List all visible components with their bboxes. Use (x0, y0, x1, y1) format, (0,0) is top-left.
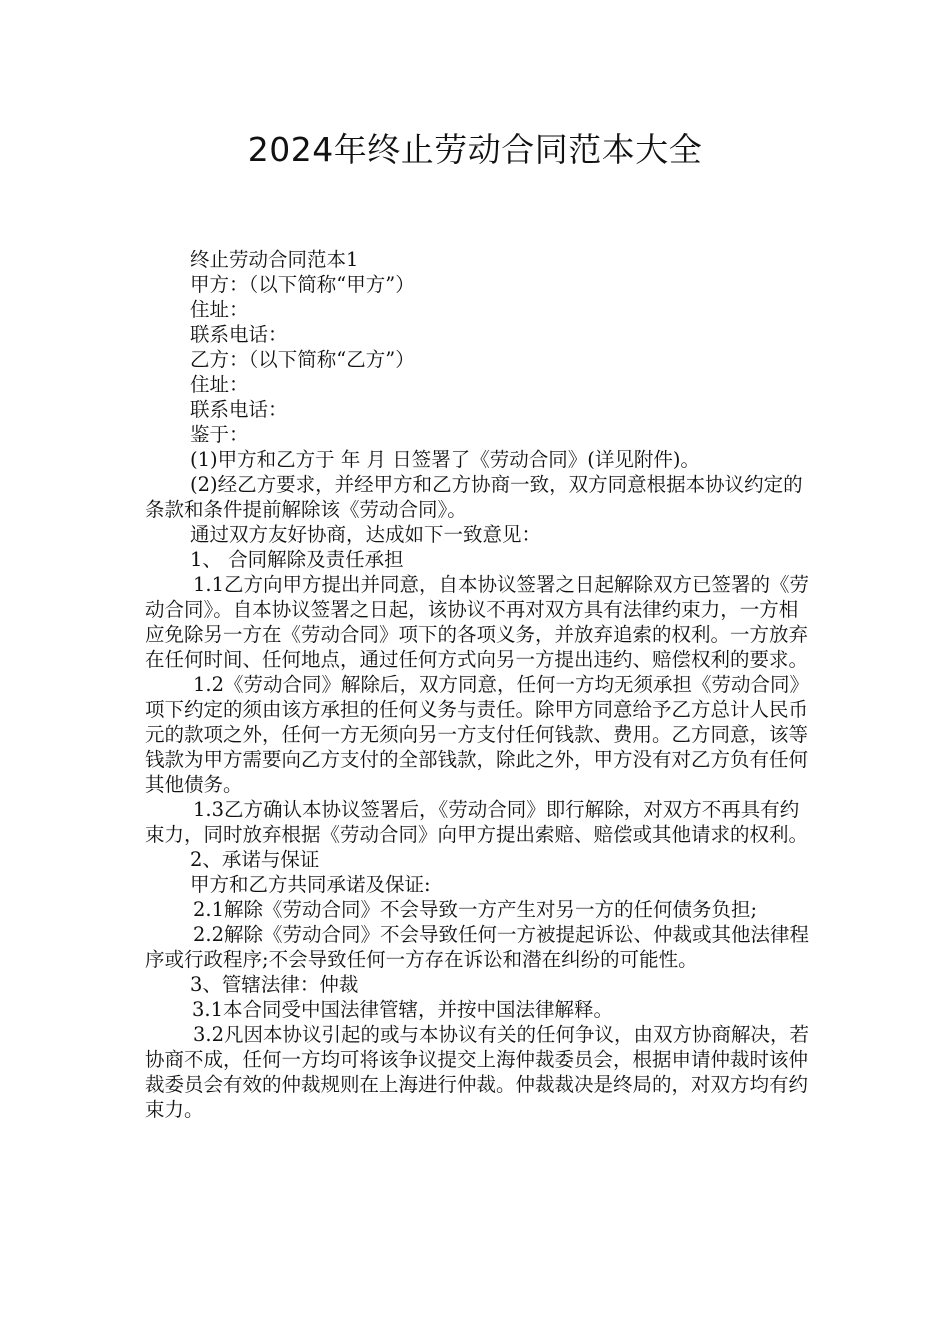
section-2-heading: 2、承诺与保证 (190, 848, 320, 871)
clause-1-1: 1.1乙方向甲方提出并同意，自本协议签署之日起解除双方已签署的《劳动合同》。自本协议签署之日起，该协议不再对双方具有法律约束力，一方相应免除另一方在《劳动合同》项下的各项义务，并放弃追索的权利。一方放弃在任何时间、任何地点，通过任何方式向另一方提出违约、赔偿权利的要求。 (145, 573, 810, 671)
party-b-line: 乙方：（以下简称“乙方”） (190, 348, 415, 371)
section-1-heading: 1、 合同解除及责任承担 (190, 548, 404, 571)
whereas-item-1: (1)甲方和乙方于 年 月 日签署了《劳动合同》(详见附件)。 (190, 448, 700, 471)
clause-1-3: 1.3乙方确认本协议签署后，《劳动合同》即行解除，对双方不再具有约束力，同时放弃根据《劳动合同》向甲方提出索赔、赔偿或其他请求的权利。 (145, 798, 809, 846)
party-b-address: 住址： (190, 373, 249, 396)
clause-2-2: 2.2解除《劳动合同》不会导致任何一方被提起诉讼、仲裁或其他法律程序或行政程序;不会导致任何一方存在诉讼和潜在纠纷的可能性。 (145, 923, 810, 971)
document-body (145, 247, 810, 1122)
whereas-label: 鉴于： (190, 423, 249, 446)
section-3-heading: 3、管辖法律：仲裁 (190, 973, 359, 996)
agreement-intro: 通过双方友好协商，达成如下一致意见： (190, 523, 542, 546)
document-title: 2024年终止劳动合同范本大全 (247, 130, 703, 169)
party-a-address: 住址： (190, 298, 249, 321)
party-a-phone: 联系电话： (190, 323, 288, 346)
party-b-phone: 联系电话： (190, 398, 288, 421)
section-2-intro: 甲方和乙方共同承诺及保证: (190, 873, 431, 896)
party-a-line: 甲方：（以下简称“甲方”） (190, 273, 415, 296)
contract-heading: 终止劳动合同范本1 (190, 248, 359, 271)
whereas-item-2: (2)经乙方要求，并经甲方和乙方协商一致，双方同意根据本协议约定的条款和条件提前解除该《劳动合同》。 (145, 473, 803, 521)
clause-3-1: 3.1本合同受中国法律管辖，并按中国法律解释。 (192, 998, 614, 1021)
clause-3-2: 3.2凡因本协议引起的或与本协议有关的任何争议，由双方协商解决，若协商不成，任何一方均可将该争议提交上海仲裁委员会，根据申请仲裁时该仲裁委员会有效的仲裁规则在上海进行仲裁。仲裁裁决是终局的，对双方均有约束力。 (145, 1023, 810, 1121)
clause-1-2: 1.2《劳动合同》解除后，双方同意，任何一方均无须承担《劳动合同》项下约定的须由该方承担的任何义务与责任。除甲方同意给予乙方总计人民币元的款项之外，任何一方无须向另一方支付任何钱款、费用。乙方同意，该等钱款为甲方需要向乙方支付的全部钱款，除此之外，甲方没有对乙方负有任何其他债务。 (145, 673, 810, 796)
clause-2-1: 2.1解除《劳动合同》不会导致一方产生对另一方的任何债务负担; (193, 898, 758, 921)
